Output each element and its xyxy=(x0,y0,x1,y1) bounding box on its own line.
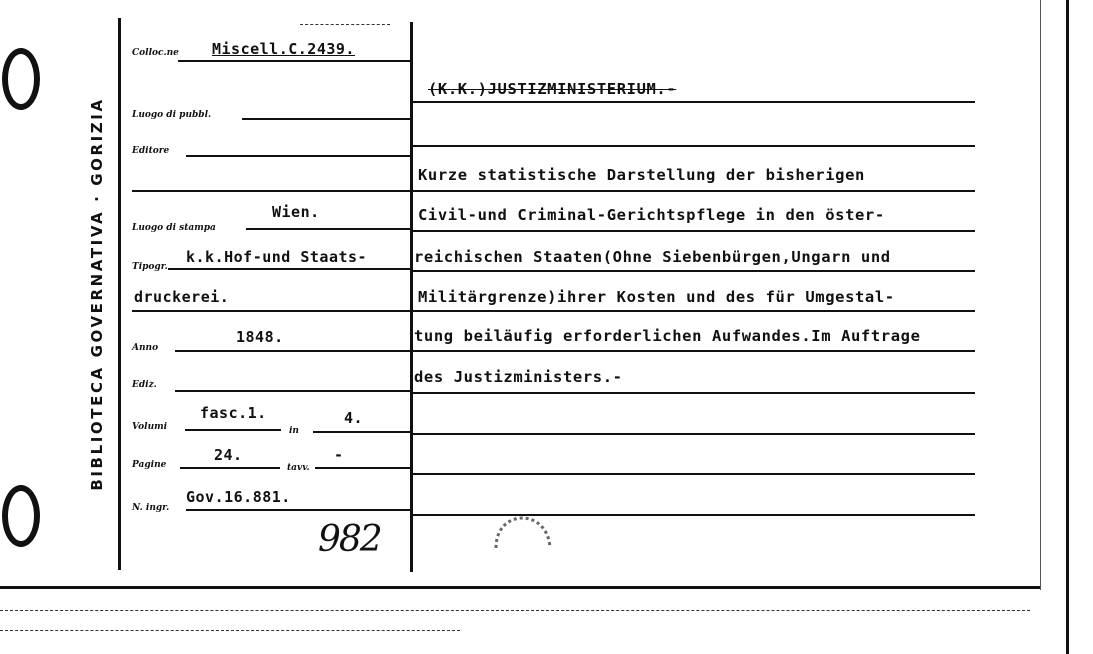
right-line-6 xyxy=(413,310,975,312)
right-line-3 xyxy=(413,190,975,192)
tipografo-value-line1: k.k.Hof-und Staats- xyxy=(186,248,368,266)
tipografo-label: Tipogr. xyxy=(132,262,168,272)
title-line-5: tung beiläufig erforderlichen Aufwandes.Im Auftrage xyxy=(414,327,921,345)
volumi-format-line xyxy=(313,431,410,433)
handwritten-number: 982 xyxy=(318,519,381,560)
right-line-1 xyxy=(413,101,975,103)
tipografo-line2 xyxy=(132,310,410,312)
ingresso-line xyxy=(186,509,410,511)
anno-label: Anno xyxy=(132,343,159,353)
editore-label: Editore xyxy=(132,146,170,156)
right-line-4 xyxy=(413,230,975,232)
anno-value: 1848. xyxy=(236,328,284,346)
tipografo-value-line2: druckerei. xyxy=(134,288,230,306)
right-edge-line xyxy=(1066,0,1069,654)
tipografo-line xyxy=(168,268,410,270)
author-heading: (K.K.)JUSTIZMINISTERIUM.- xyxy=(428,80,677,98)
volumi-format-value: 4. xyxy=(344,409,364,427)
luogo-pubbl-line xyxy=(242,118,410,120)
right-inner-edge xyxy=(1040,0,1041,590)
title-line-2: Civil-und Criminal-Gerichtspflege in den öster- xyxy=(418,206,885,224)
edizione-line xyxy=(175,390,410,392)
luogo-stampa-line xyxy=(246,228,410,230)
punch-hole-bottom xyxy=(2,485,40,547)
edizione-label: Ediz. xyxy=(132,380,157,390)
pagine-label: Pagine xyxy=(132,460,167,470)
right-line-8 xyxy=(413,392,975,394)
punch-hole-top xyxy=(2,48,40,110)
volumi-label: Volumi xyxy=(132,422,168,432)
colloc-value: Miscell.C.2439. xyxy=(212,40,355,58)
right-line-2 xyxy=(413,145,975,147)
volumi-in-label: in xyxy=(289,426,299,436)
stamp-mark xyxy=(488,488,558,558)
blank-line xyxy=(132,190,410,192)
center-divider-line xyxy=(410,22,413,572)
card-top-dashes xyxy=(300,24,390,25)
right-line-10 xyxy=(413,473,975,475)
pagine-line xyxy=(180,467,280,469)
tavole-value: - xyxy=(334,446,344,464)
tavole-label: tavv. xyxy=(287,463,310,473)
ingresso-label: N. ingr. xyxy=(132,503,170,513)
library-side-label: BIBLIOTECA GOVERNATIVA · GORIZIA xyxy=(88,97,106,491)
ingresso-value: Gov.16.881. xyxy=(186,488,291,506)
card-bottom-dashes xyxy=(0,610,1030,611)
right-line-7 xyxy=(413,350,975,352)
card-bottom-edge xyxy=(0,586,1040,589)
title-line-3: reichischen Staaten(Ohne Siebenbürgen,Ungarn und xyxy=(414,248,891,266)
luogo-pubbl-label: Luogo di pubbl. xyxy=(132,110,212,120)
title-line-4: Militärgrenze)ihrer Kosten und des für Umgestal- xyxy=(418,288,895,306)
anno-line xyxy=(175,350,410,352)
title-line-1: Kurze statistische Darstellung der bisherigen xyxy=(418,166,865,184)
left-border-line xyxy=(118,18,121,570)
pagine-value: 24. xyxy=(214,446,243,464)
volumi-value: fasc.1. xyxy=(200,404,267,422)
colloc-label: Colloc.ne xyxy=(132,48,179,58)
luogo-stampa-value: Wien. xyxy=(272,203,320,221)
colloc-line xyxy=(178,60,410,62)
right-line-9 xyxy=(413,433,975,435)
right-line-5 xyxy=(413,270,975,272)
volumi-line xyxy=(185,429,281,431)
card-bottom-dashes-2 xyxy=(0,630,460,631)
luogo-stampa-label: Luogo di stampa xyxy=(132,223,216,233)
editore-line xyxy=(186,155,410,157)
tavole-line xyxy=(315,467,410,469)
title-line-6: des Justizministers.- xyxy=(414,368,623,386)
